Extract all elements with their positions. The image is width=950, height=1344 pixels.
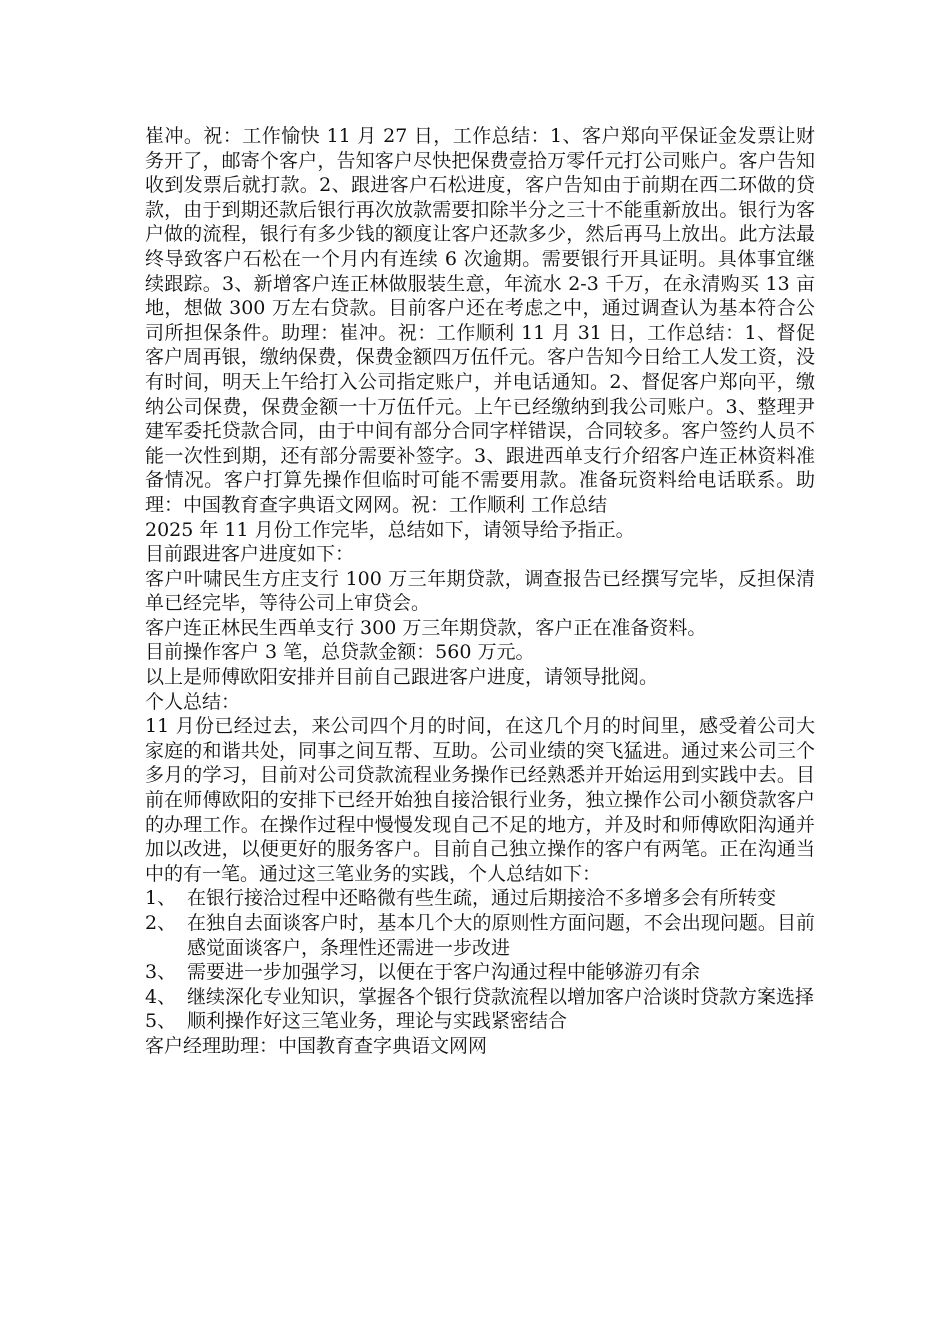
list-item-text: 在独自去面谈客户时，基本几个大的原则性方面问题，不会出现问题。目前感觉面谈客户，条理性还需进一步改进 bbox=[187, 912, 815, 959]
document-page bbox=[145, 124, 815, 1059]
summary-intro-line: 2025 年 11 月份工作完毕，总结如下，请领导给予指正。 bbox=[145, 518, 635, 541]
client-progress-1: 客户叶啸民生方庄支行 100 万三年期贷款，调查报告已经撰写完毕，反担保清单已经完毕，等待公司上审贷会。 bbox=[145, 567, 815, 615]
list-item-text: 继续深化专业知识，掌握各个银行贷款流程以增加客户洽谈时贷款方案选择 bbox=[187, 985, 815, 1008]
progress-heading: 目前跟进客户进度如下： bbox=[145, 543, 355, 566]
client-progress-2: 客户连正林民生西单支行 300 万三年期贷款，客户正在准备资料。 bbox=[145, 616, 707, 639]
list-item-text: 顺利操作好这三笔业务，理论与实践紧密结合 bbox=[187, 1010, 568, 1033]
list-item-text: 需要进一步加强学习，以便在于客户沟通过程中能够游刃有余 bbox=[187, 961, 701, 984]
list-item-number: 1、 bbox=[145, 887, 177, 910]
list-item-number: 4、 bbox=[145, 985, 177, 1008]
list-item bbox=[145, 886, 815, 911]
list-item bbox=[145, 911, 815, 960]
list-item-number: 5、 bbox=[145, 1010, 177, 1033]
list-item-number: 3、 bbox=[145, 961, 177, 984]
progress-closing: 以上是师傅欧阳安排并目前自己跟进客户进度，请领导批阅。 bbox=[145, 666, 659, 689]
work-log-paragraph: 崔冲。祝：工作愉快 11 月 27 日，工作总结：1、客户郑向平保证金发票让财务开了，邮寄个客户，告知客户尽快把保费壹拾万零仟元打公司账户。客户告知收到发票后就打款。2、跟进客户石松进度，客户告知由于前期在西二环做的贷款，由于到期还款后银行再次放款需要扣除半分之三十不能重新放出。银行为客户做的流程，银行有多少钱的额度让客户还款多少，然后再马上放出。此方法最终导致客户石松在一个月内有连续 6 次逾期。需要银行开具证明。具体事宜继续跟踪。3、新增客户连正林做服装生意，年流水 2-3 千万，在永清购买 13 亩地，想做 300 万左右贷款。目前客户还在考虑之中，通过调查认为基本符合公司所担保条件。助理：崔冲。祝：工作顺利 11 月 31 日，工作总结：1、督促客户周再银，缴纳保费，保费金额四万伍仟元。客户告知今日给工人发工资，没有时间，明天上午给打入公司指定账户，并电话通知。2、督促客户郑向平，缴纳公司保费，保费金额一十万伍仟元。上午已经缴纳到我公司账户。3、整理尹建军委托贷款合同，由于中间有部分合同字样错误，合同较多。客户签约人员不能一次性到期，还有部分需要补签字。3、跟进西单支行介绍客户连正林资料准备情况。客户打算先操作但临时可能不需要用款。准备玩资料给电话联系。助理：中国教育查字典语文网网。祝：工作顺利 工作总结 bbox=[145, 125, 815, 516]
signature-line: 客户经理助理：中国教育查字典语文网网 bbox=[145, 1034, 488, 1057]
list-item bbox=[145, 960, 815, 985]
list-item-number: 2、 bbox=[145, 912, 177, 934]
personal-summary-heading: 个人总结： bbox=[145, 690, 241, 713]
personal-summary-paragraph: 11 月份已经过去，来公司四个月的时间，在这几个月的时间里，感受着公司大家庭的和谐共处，同事之间互帮、互助。公司业绩的突飞猛进。通过来公司三个多月的学习，目前对公司贷款流程业务操作已经熟悉并开始运用到实践中去。目前在师傅欧阳的安排下已经开始独自接洽银行业务，独立操作公司小额贷款客户的办理工作。在操作过程中慢慢发现自己不足的地方，并及时和师傅欧阳沟通并加以改进，以便更好的服务客户。目前自己独立操作的客户有两笔。正在沟通当中的有一笔。通过这三笔业务的实践，个人总结如下： bbox=[145, 715, 815, 885]
operation-total: 目前操作客户 3 笔，总贷款金额：560 万元。 bbox=[145, 641, 535, 664]
list-item bbox=[145, 985, 815, 1010]
list-item-text: 在银行接洽过程中还略微有些生疏，通过后期接洽不多增多会有所转变 bbox=[187, 887, 777, 910]
list-item bbox=[145, 1009, 815, 1034]
